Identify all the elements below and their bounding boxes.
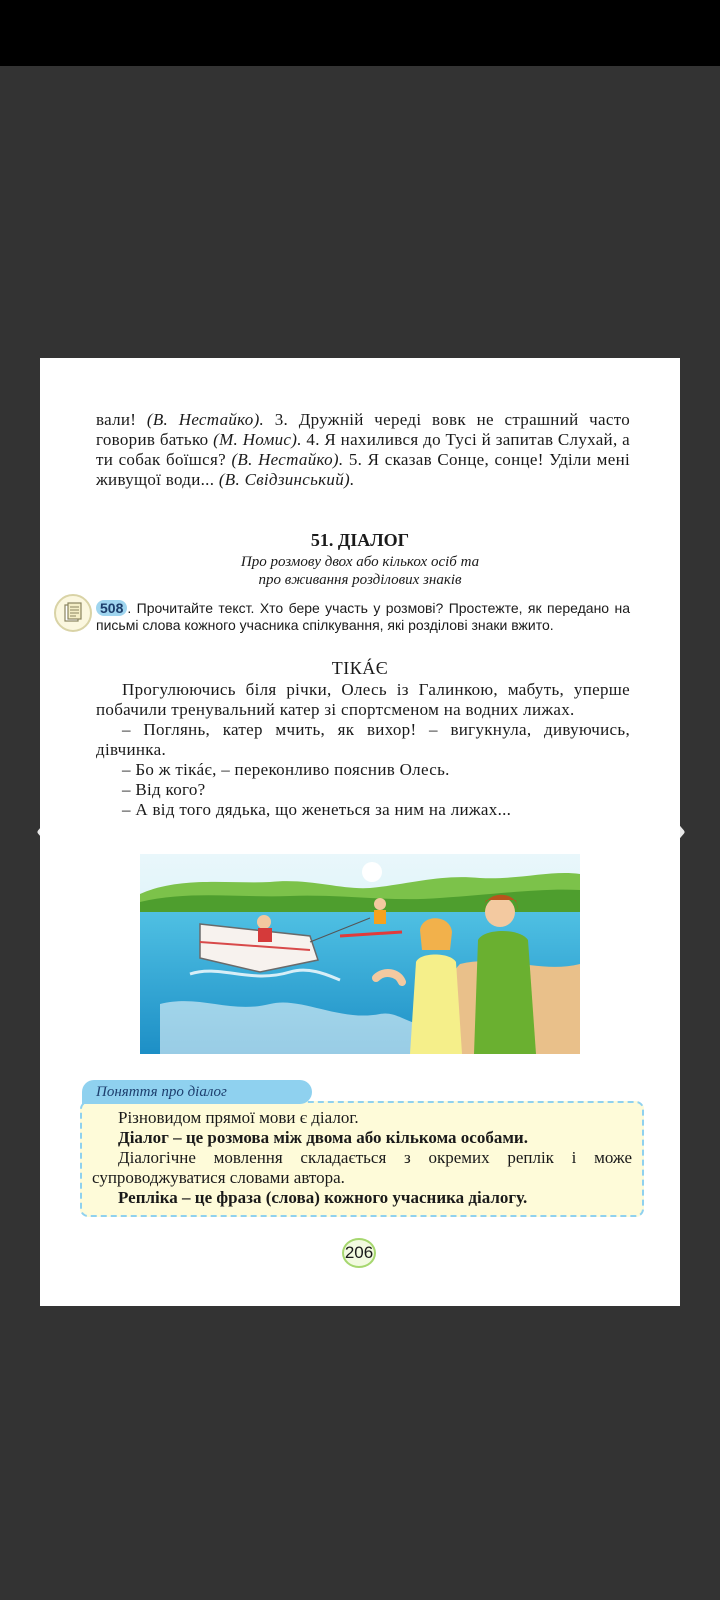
subtitle-line: про вживання розділових знаків [258, 572, 462, 588]
exercise-508 [96, 600, 630, 634]
story-paragraph: – А від того дядька, що женеться за ним на лижах... [122, 800, 512, 819]
river-illustration [140, 854, 580, 1054]
concept-label: Поняття про діалог [82, 1080, 312, 1104]
subtitle-line: Про розмову двох або кількох осіб та [240, 554, 480, 570]
top-bar [0, 0, 720, 66]
story-paragraph: – Бо ж тікáє, – переконливо пояснив Олесь. [122, 760, 450, 779]
section-subtitle [40, 553, 680, 589]
concept-line: Діалогічне мовлення складається з окремих реплік і може супроводжуватися словами автора. [92, 1148, 632, 1187]
document-icon [61, 601, 85, 625]
story-paragraph: Прогулюючись біля річки, Олесь із Галинкою, мабуть, уперше побачили тренувальний катер зі спортсменом на водних лижах. [96, 680, 630, 719]
author: (М. Номис). [213, 430, 302, 449]
section-title: 51. ДІАЛОГ [310, 530, 410, 550]
concept-definition: Діалог – це розмова між двома або кількома особами. [118, 1128, 528, 1147]
concept-text [92, 1108, 632, 1208]
text: 4. Я нахилився до Тусі й запитав Слухай, а ти собак боїшся? [96, 430, 630, 469]
author: (В. Нестайко). [231, 450, 344, 469]
story-paragraph: – Від кого? [122, 780, 206, 799]
exercise-task-icon [54, 594, 92, 632]
story-paragraph: – Поглянь, катер мчить, як вихор! – вигукнула, дивуючись, дівчинка. [96, 720, 630, 759]
author: (В. Нестайко). [146, 410, 265, 429]
page-number: 206 [342, 1238, 376, 1268]
author: (В. Свідзинський). [218, 470, 355, 489]
text: вали! [96, 410, 147, 429]
exercise-number: 508 [96, 600, 127, 616]
story-title: ТІКÁЄ [331, 658, 389, 678]
concept-definition: Репліка – це фраза (слова) кожного учасника діалогу. [118, 1188, 528, 1207]
previous-exercise-continuation [96, 410, 630, 490]
textbook-page [40, 358, 680, 1306]
concept-line: Різновидом прямої мови є діалог. [118, 1108, 359, 1127]
story-text [96, 680, 630, 820]
exercise-instruction: . Прочитайте текст. Хто бере участь у розмові? Простежте, як передано на письмі слова кожного учасника спілкування, які розділові знаки вжито. [96, 600, 630, 633]
text: 3. Дружній череді вовк не страшний часто говорив батько [96, 410, 630, 449]
text: 5. Я сказав Сонце, сонце! Уділи мені живущої води... [96, 450, 631, 489]
